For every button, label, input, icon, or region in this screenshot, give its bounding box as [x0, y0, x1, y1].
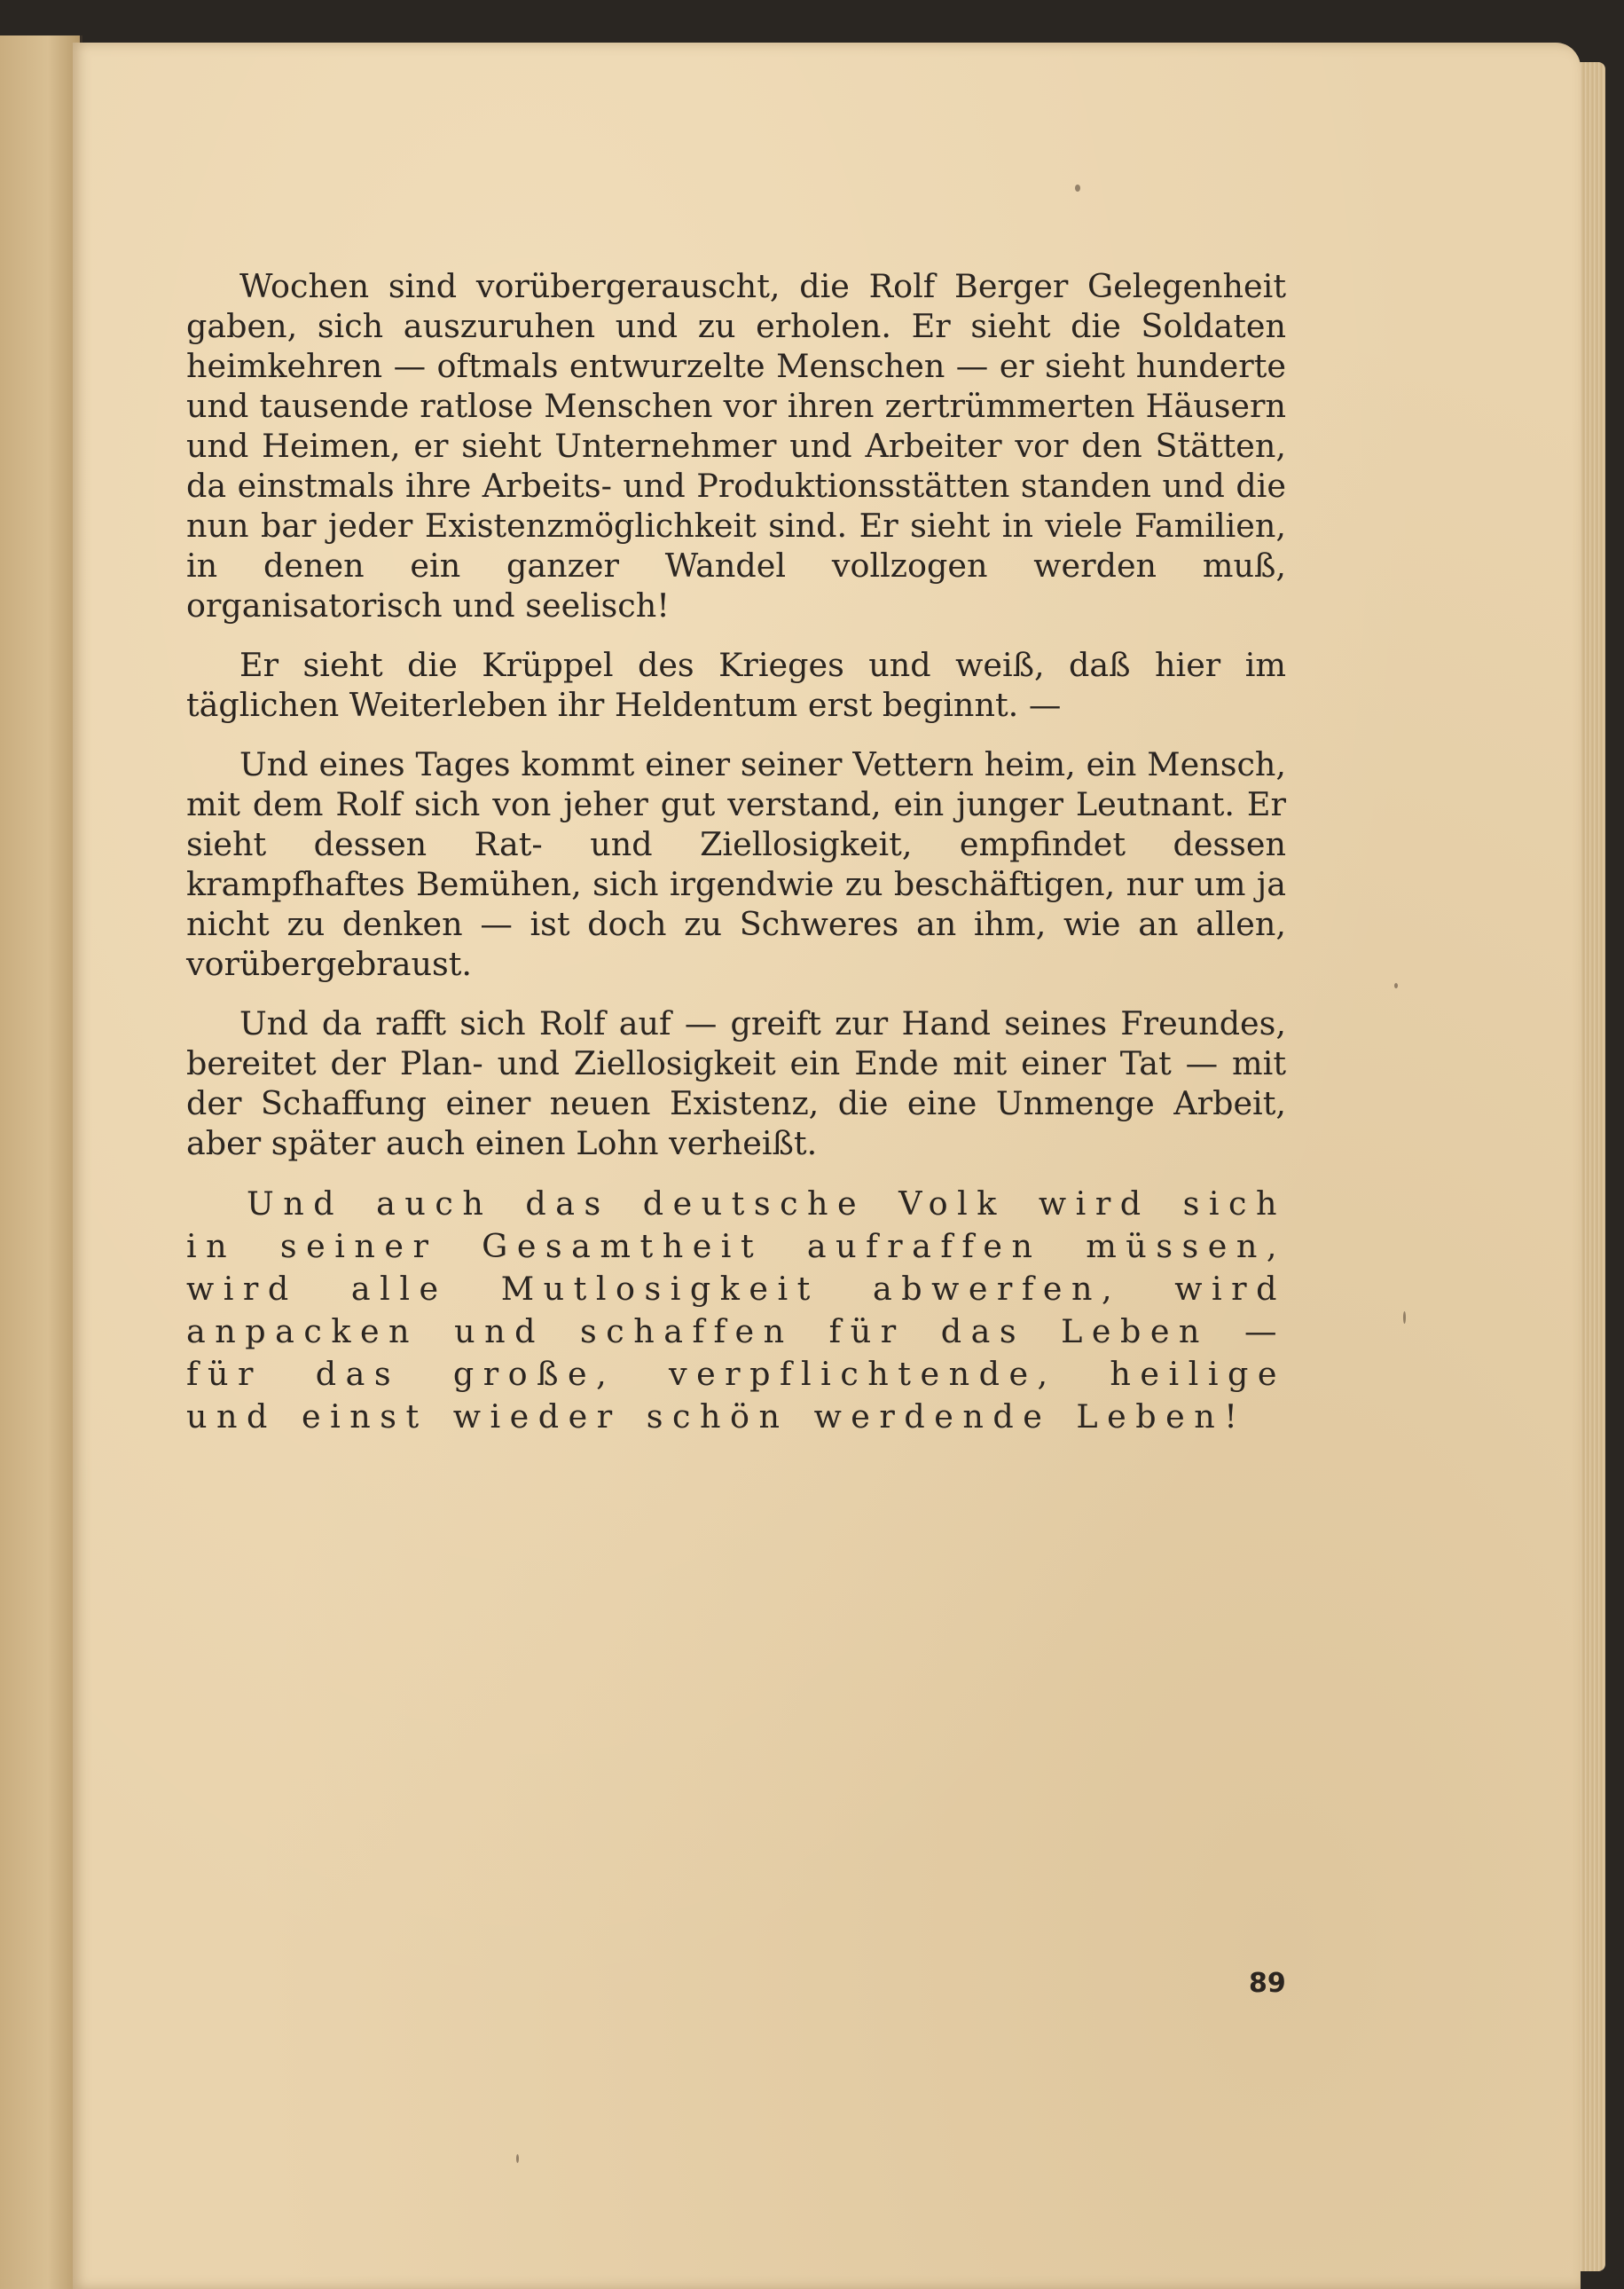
page-stack-edge	[1577, 62, 1605, 2271]
paragraph-4: Und da rafft sich Rolf auf — greift zur Hand seines Freundes, bereitet der Plan- und Ziellosigkeit ein Ende mit einer Tat — mit der Schaffung einer neuen Existenz, die eine Unmenge Arbeit, aber später auch einen Lohn verheißt.	[186, 1004, 1286, 1162]
page-number: 89	[1249, 1968, 1286, 1999]
paper-speck	[1394, 983, 1398, 988]
paper-speck	[516, 2154, 519, 2163]
paragraph-2: Er sieht die Krüppel des Krieges und weiß, daß hier im täglichen Weiterleben ihr Heldentum erst beginnt. —	[186, 646, 1286, 724]
body-text	[186, 266, 1286, 1458]
paragraph-1: Wochen sind vorübergerauscht, die Rolf Berger Gelegenheit gaben, sich auszuruhen und zu erholen. Er sieht die Soldaten heimkehren — oftmals entwurzelte Menschen — er sieht hunderte und tausende ratlose Menschen vor ihren zertrümmerten Häusern und Heimen, er sieht Unternehmer und Arbeiter vor den Stätten, da einstmals ihre Arbeits- und Produktionsstätten standen und die nun bar jeder Existenzmöglichkeit sind. Er sieht in viele Familien, in denen ein ganzer Wandel vollzogen werden muß, organisatorisch und seelisch!	[186, 267, 1286, 625]
paragraph-5-spaced: Und auch das deutsche Volk wird sich in seiner Gesamtheit aufraffen müssen, wird alle Mutlosigkeit abwerfen, wird anpacken und schaffen für das Leben — für das große, verpflichtende, heilige und einst wieder schön werdende Leben!	[186, 1184, 1286, 1436]
paragraph-3: Und eines Tages kommt einer seiner Vettern heim, ein Mensch, mit dem Rolf sich von jeher gut verstand, ein junger Leutnant. Er sieht dessen Rat- und Ziellosigkeit, empfindet dessen krampfhaftes Bemühen, sich irgendwie zu beschäftigen, nur um ja nicht zu denken — ist doch zu Schweres an ihm, wie an allen, vorübergebraust.	[186, 745, 1286, 983]
paper-speck	[1403, 1311, 1406, 1324]
previous-page-edge	[0, 35, 82, 2289]
paper-speck	[1075, 185, 1080, 192]
